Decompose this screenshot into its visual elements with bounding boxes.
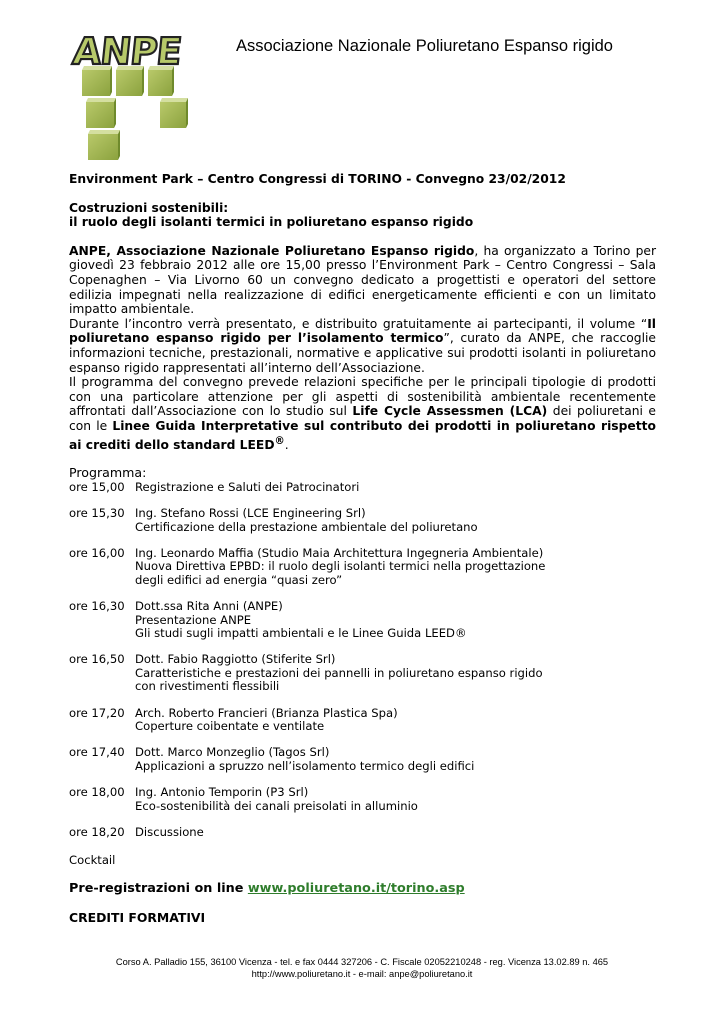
program-time: ore 18,20 [69,825,125,840]
intro-paragraph-2 [69,317,656,375]
program-time: ore 17,40 [69,745,125,760]
intro-text: . [284,437,289,452]
program-item [69,547,656,587]
program-item [69,507,656,534]
program-details [135,826,656,839]
program-line: Registrazione e Saluti dei Patrocinatori [135,479,360,494]
program-time: ore 17,20 [69,705,125,720]
intro-text: Durante l’incontro verrà presentato, e distribuito gratuitamente ai partecipanti, il volume “ [69,316,648,331]
program-details [135,507,656,534]
program-details [135,653,656,693]
program-line: Certificazione della prestazione ambientale del poliuretano [135,519,478,534]
intro-paragraph-1 [69,244,656,317]
crediti-formativi: CREDITI FORMATIVI [69,909,206,925]
program-time: ore 16,50 [69,652,125,667]
organization-title: Associazione Nazionale Poliuretano Espanso rigido [236,37,613,55]
footer [0,956,724,980]
org-name-bold: ANPE, Associazione Nazionale Poliuretano Espanso rigido [69,243,475,258]
program-line: Applicazioni a spruzzo nell’isolamento termico degli edifici [135,758,475,773]
preregistration-link[interactable]: www.poliuretano.it/torino.asp [247,881,465,897]
program-line: Presentazione ANPE [135,612,252,627]
intro-text: ”, curato da ANPE, che raccoglie informazioni tecniche, prestazionali, normative e applicative sui prodotti isolanti in poliuretano espanso rigido rappresentati all’interno dell’Associazione. [69,331,656,375]
program-line: con rivestimenti flessibili [135,679,280,694]
event-line: Environment Park – Centro Congressi di TORINO - Convegno 23/02/2012 [69,172,566,186]
program-item [69,481,656,494]
intro-text: , ha organizzato a Torino per giovedì 23 febbraio 2012 alle ore 15,00 presso l’Environment Park – Centro Congressi – Sala Copenaghen – Via Livorno 60 un convegno dedicato a progettisti e operatori del settore edilizia impegnati nella realizzazione di edifici energeticamente efficienti e con un limitato impatto ambientale. [69,243,657,317]
program-details [135,547,656,587]
program-line: Discussione [135,825,204,840]
lca-bold: Life Cycle Assessmen (LCA) [352,404,548,419]
program-item [69,707,656,734]
program-item [69,786,656,813]
program-time: ore 16,30 [69,599,125,614]
intro-text: Il programma del convegno prevede relazioni specifiche per le principali tipologie di prodotti con una particolare attenzione per gli aspetti di sostenibilità ambientale recentemente affrontati dall’Associazione con lo studio sul [69,375,656,419]
intro-paragraph-3 [69,375,656,452]
program-line: Ing. Stefano Rossi (LCE Engineering Srl) [135,506,366,521]
linee-guida-bold: Linee Guida Interpretative sul contributo dei prodotti in poliuretano rispetto ai crediti dello standard LEED [69,418,656,452]
program-line: Eco-sostenibilità dei canali preisolati in alluminio [135,798,418,813]
logo-block [160,98,188,128]
program-details [135,481,656,494]
program-list [69,481,656,840]
program-details [135,600,656,640]
program-time: ore 16,00 [69,546,125,560]
footer-address: Corso A. Palladio 155, 36100 Vicenza - tel. e fax 0444 327206 - C. Fiscale 02052210248 - reg. Vicenza 13.02.89 n. 465 [115,957,609,967]
program-line: Dott. Marco Monzeglio (Tagos Srl) [135,745,330,760]
program-time: ore 15,00 [69,479,125,494]
program-line: Caratteristiche e prestazioni dei pannelli in poliuretano espanso rigido [135,665,543,680]
program-line: Ing. Leonardo Maffia (Studio Maia Architettura Ingegneria Ambientale) [135,546,544,560]
program-line: Arch. Roberto Francieri (Brianza Plastica Spa) [135,705,398,720]
anpe-logo [68,22,202,162]
registered-mark: ® [274,434,285,447]
program-line: Coperture coibentate e ventilate [135,719,325,734]
program-details [135,786,656,813]
volume-title: Il poliuretano espanso rigido per l’isolamento termico [69,316,656,346]
document-body [69,172,656,925]
subtitle [69,201,656,230]
program-line: Dott. Fabio Raggiotto (Stiferite Srl) [135,652,336,667]
program-line: Gli studi sugli impatti ambientali e le Linee Guida LEED® [135,626,467,641]
program-details [135,707,656,734]
subtitle-line-2: il ruolo degli isolanti termici in poliuretano espanso rigido [69,215,474,230]
program-heading: Programma: [69,465,147,481]
program-line: Ing. Antonio Temporin (P3 Srl) [135,785,309,800]
preregistration-label: Pre-registrazioni on line [69,881,248,897]
preregistration [69,882,656,897]
program-item [69,746,656,773]
program-item [69,653,656,693]
intro-text: dei poliuretani e con le [69,404,656,433]
footer-contacts: http://www.poliuretano.it - e-mail: anpe@poliuretano.it [251,969,473,979]
subtitle-line-1: Costruzioni sostenibili: [69,200,229,215]
logo-block [88,130,120,160]
program-line: Nuova Direttiva EPBD: il ruolo degli isolanti termici nella progettazione [135,559,546,574]
program-item [69,826,656,839]
logo-block [86,98,116,128]
program-line: Dott.ssa Rita Anni (ANPE) [135,599,283,614]
program-item [69,600,656,640]
program-details [135,746,656,773]
program-time: ore 15,30 [69,506,125,521]
program-time: ore 18,00 [69,785,125,800]
program-line: degli edifici ad energia “quasi zero” [135,572,343,587]
logo-letters: ANPE [70,30,184,73]
cocktail: Cocktail [69,852,116,867]
